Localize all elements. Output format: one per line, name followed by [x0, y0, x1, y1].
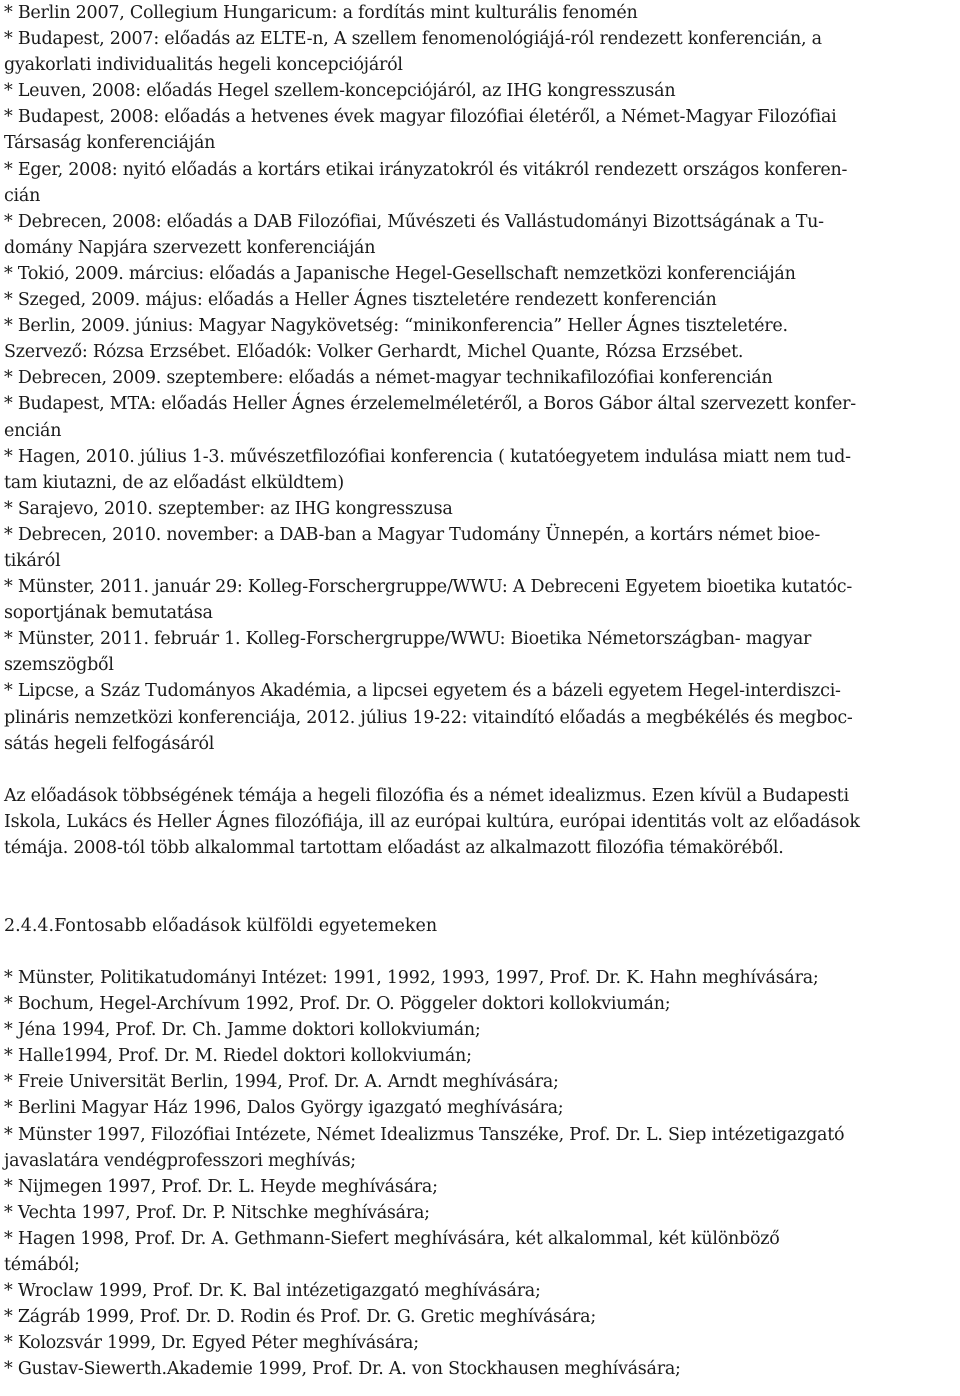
foreign-lecture-list [4, 965, 952, 1383]
list-line: * Münster 1997, Filozófiai Intézete, Német Idealizmus Tanszéke, Prof. Dr. L. Siep intézetigazgató [4, 1124, 845, 1145]
list-line: * Hagen 1998, Prof. Dr. A. Gethmann-Siefert meghívására, két alkalommal, két különböző [4, 1228, 780, 1249]
list-line: * Halle1994, Prof. Dr. M. Riedel doktori kollokviumán; [4, 1046, 472, 1067]
list-line: domány Napjára szervezett konferenciáján [4, 237, 376, 258]
list-line: * Jéna 1994, Prof. Dr. Ch. Jamme doktori kollokviumán; [4, 1020, 481, 1041]
list-line: * Berlin, 2009. június: Magyar Nagykövetség: “minikonferencia” Heller Ágnes tiszteletére. [4, 316, 788, 337]
list-line: * Vechta 1997, Prof. Dr. P. Nitschke meghívására; [4, 1202, 430, 1223]
list-line: sátás hegeli felfogásáról [4, 733, 215, 754]
list-line: * Budapest, 2007: előadás az ELTE-n, A szellem fenomenológiájá-ról rendezett konferencián, a [4, 29, 822, 50]
list-line: Társaság konferenciáján [4, 133, 216, 154]
list-line: * Leuven, 2008: előadás Hegel szellem-koncepciójáról, az IHG kongresszusán [4, 81, 676, 102]
lecture-list [4, 0, 952, 757]
list-line: * Tokió, 2009. március: előadás a Japanische Hegel-Gesellschaft nemzetközi konferenciáján [4, 263, 796, 284]
list-line: * Wroclaw 1999, Prof. Dr. K. Bal intézetigazgató meghívására; [4, 1281, 541, 1302]
list-line: * Münster, 2011. február 1. Kolleg-Forschergruppe/WWU: Bioetika Németországban- magyar [4, 629, 812, 650]
list-line: témából; [4, 1255, 80, 1276]
list-line: * Szeged, 2009. május: előadás a Heller Ágnes tiszteletére rendezett konferencián [4, 290, 717, 311]
list-line: * Freie Universität Berlin, 1994, Prof. Dr. A. Arndt meghívására; [4, 1072, 559, 1093]
list-line: * Sarajevo, 2010. szeptember: az IHG kongresszusa [4, 498, 453, 519]
list-line: * Debrecen, 2008: előadás a DAB Filozófiai, Művészeti és Vallástudományi Bizottságának a Tu- [4, 211, 824, 232]
list-line: tikáról [4, 550, 61, 571]
list-line: gyakorlati individualitás hegeli koncepciójáról [4, 55, 403, 76]
list-line: * Budapest, 2008: előadás a hetvenes évek magyar filozófiai életéről, a Német-Magyar Filozófiai [4, 107, 837, 128]
list-line: * Hagen, 2010. július 1-3. művészetfilozófiai konferencia ( kutatóegyetem indulása miatt nem tud- [4, 446, 851, 467]
paragraph-line: témája. 2008-tól több alkalommal tartottam előadást az alkalmazott filozófia témaköréből. [4, 837, 784, 858]
list-line: * Lipcse, a Száz Tudományos Akadémia, a lipcsei egyetem és a bázeli egyetem Hegel-interdiszci- [4, 681, 841, 702]
list-line: Szervező: Rózsa Erzsébet. Előadók: Volker Gerhardt, Michel Quante, Rózsa Erzsébet. [4, 342, 744, 363]
paragraph-line: Iskola, Lukács és Heller Ágnes filozófiája, ill az európai kultúra, európai identitás volt az előadások [4, 811, 860, 832]
list-line: szemszögből [4, 655, 114, 676]
list-line: * Bochum, Hegel-Archívum 1992, Prof. Dr. O. Pöggeler doktori kollokviumán; [4, 994, 671, 1015]
list-line: * Berlini Magyar Ház 1996, Dalos György igazgató meghívására; [4, 1098, 564, 1119]
list-line: * Debrecen, 2010. november: a DAB-ban a Magyar Tudomány Ünnepén, a kortárs német bioe- [4, 524, 821, 545]
list-line: * Debrecen, 2009. szeptembere: előadás a német-magyar technikafilozófiai konferencián [4, 368, 773, 389]
list-line: javaslatára vendégprofesszori meghívás; [4, 1150, 356, 1171]
list-line: plináris nemzetközi konferenciája, 2012. július 19-22: vitaindító előadás a megbékélés és megboc- [4, 707, 853, 728]
list-line: * Gustav-Siewerth.Akademie 1999, Prof. Dr. A. von Stockhausen meghívására; [4, 1359, 681, 1380]
paragraph-line: Az előadások többségének témája a hegeli filozófia és a német idealizmus. Ezen kívül a Budapesti [4, 785, 849, 806]
list-line: * Münster, 2011. január 29: Kolleg-Forschergruppe/WWU: A Debreceni Egyetem bioetika kutatóc- [4, 577, 852, 598]
list-line: * Berlin 2007, Collegium Hungaricum: a fordítás mint kulturális fenomén [4, 3, 638, 23]
list-line: soportjának bemutatása [4, 603, 213, 624]
list-line: tam kiutazni, de az előadást elküldtem) [4, 472, 344, 493]
section-heading: 2.4.4.Fontosabb előadások külföldi egyetemeken [4, 916, 438, 936]
list-line: encián [4, 420, 62, 441]
list-line: * Zágráb 1999, Prof. Dr. D. Rodin és Prof. Dr. G. Gretic meghívására; [4, 1307, 596, 1328]
list-line: cián [4, 185, 41, 206]
list-line: * Budapest, MTA: előadás Heller Ágnes érzelemelméletéről, a Boros Gábor által szervezett konfer- [4, 394, 856, 415]
list-line: * Eger, 2008: nyitó előadás a kortárs etikai irányzatokról és vitákról rendezett országos konferen- [4, 159, 848, 180]
list-line: * Kolozsvár 1999, Dr. Egyed Péter meghívására; [4, 1333, 419, 1354]
list-line: * Münster, Politikatudományi Intézet: 1991, 1992, 1993, 1997, Prof. Dr. K. Hahn meghívására; [4, 968, 819, 988]
list-line: * Nijmegen 1997, Prof. Dr. L. Heyde meghívására; [4, 1176, 438, 1197]
summary-paragraph [4, 783, 952, 861]
